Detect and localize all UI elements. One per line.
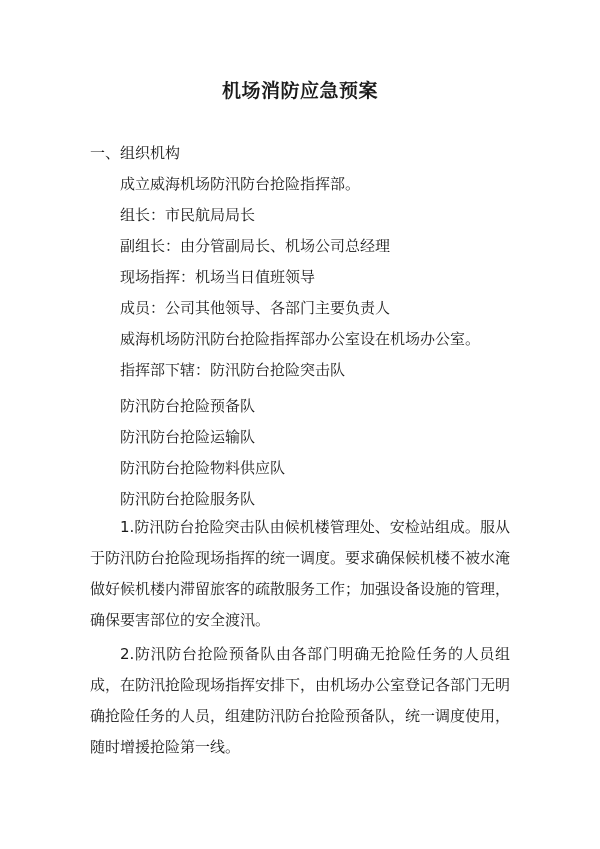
paragraph-1: 1.防汛防台抢险突击队由候机楼管理处、安检站组成。服从于防汛防台抢险现场指挥的统一调度。要求确保候机楼不被水淹做好候机楼内滞留旅客的疏散服务工作；加强设备设施的管理，确保要害部位的安全渡汛。 (90, 518, 511, 629)
text-line: 威海机场防汛防台抢险指挥部办公室设在机场办公室。 (120, 330, 481, 348)
text-line: 现场指挥：机场当日值班领导 (120, 268, 316, 286)
paragraph-2: 2.防汛防台抢险预备队由各部门明确无抢险任务的人员组成，在防汛抢险现场指挥安排下，由机场办公室登记各部门无明确抢险任务的人员，组建防汛防台抢险预备队，统一调度使用，随时增援抢险第一线。 (90, 645, 511, 756)
text-line: 防汛防台抢险运输队 (120, 428, 256, 446)
text-line: 防汛防台抢险服务队 (120, 490, 256, 508)
text-line: 成员：公司其他领导、各部门主要负责人 (120, 299, 391, 317)
text-line: 组长：市民航局局长 (120, 206, 256, 224)
text-line: 成立威海机场防汛防台抢险指挥部。 (120, 175, 361, 193)
text-line: 副组长：由分管副局长、机场公司总经理 (120, 237, 391, 255)
section-heading: 一、组织机构 (90, 144, 181, 162)
text-line: 指挥部下辖：防汛防台抢险突击队 (120, 361, 346, 379)
text-line: 防汛防台抢险物料供应队 (120, 459, 286, 477)
text-line: 防汛防台抢险预备队 (120, 397, 256, 415)
document-title: 机场消防应急预案 (221, 80, 378, 102)
